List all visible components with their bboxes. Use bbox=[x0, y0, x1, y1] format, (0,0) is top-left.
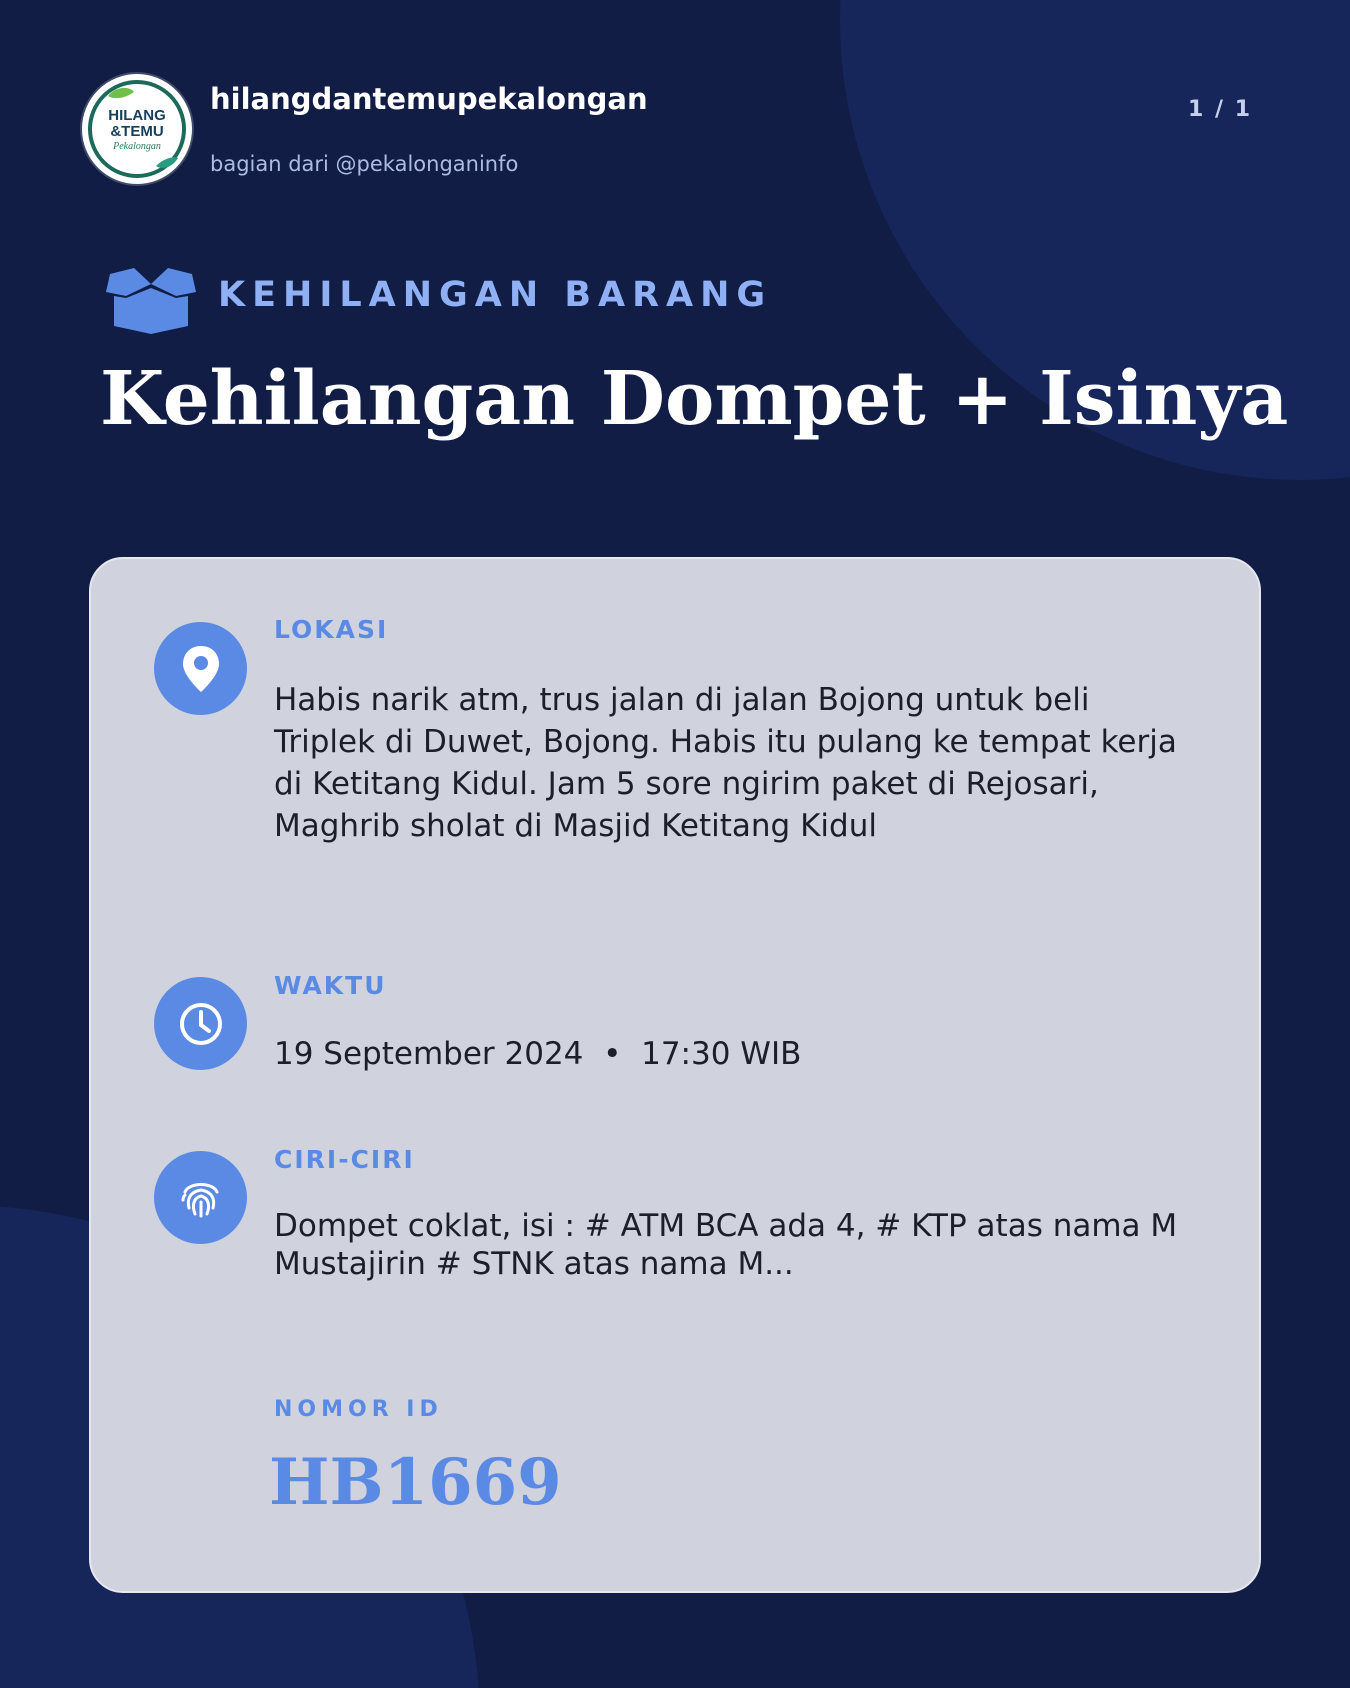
location-value: Habis narik atm, trus jalan di jalan Bojong untuk beli Triplek di Duwet, Bojong. Habis itu pulang ke tempat kerja di Ketitang Kidul. Jam 5 sore ngirim paket di Rejosari, Maghrib sholat di Masjid Ketitang Kidul bbox=[274, 682, 1177, 844]
account-subtitle: bagian dari @pekalonganinfo bbox=[210, 152, 519, 176]
id-value: HB1669 bbox=[269, 1445, 562, 1520]
id-label: NOMOR ID bbox=[274, 1397, 443, 1422]
fingerprint-icon bbox=[154, 1151, 247, 1244]
logo-text-line1: HILANG bbox=[108, 107, 166, 124]
page-counter: 1 / 1 bbox=[1188, 97, 1252, 122]
features-label: CIRI-CIRI bbox=[274, 1145, 415, 1174]
logo-text-line3: Pekalongan bbox=[113, 141, 161, 152]
logo-text-line2: &TEMU bbox=[110, 123, 164, 140]
category-label: KEHILANGAN BARANG bbox=[218, 275, 773, 315]
time-label: WAKTU bbox=[274, 971, 387, 1000]
info-card bbox=[89, 557, 1261, 1593]
features-value: Dompet coklat, isi : # ATM BCA ada 4, # KTP atas nama M Mustajirin # STNK atas nama M... bbox=[274, 1208, 1178, 1282]
page-title: Kehilangan Dompet + Isinya bbox=[100, 356, 1289, 442]
time-value: 19 September 2024 • 17:30 WIB bbox=[274, 1036, 802, 1072]
avatar[interactable] bbox=[82, 74, 192, 184]
account-name[interactable]: hilangdantemupekalongan bbox=[210, 82, 648, 116]
location-label: LOKASI bbox=[274, 615, 389, 644]
clock-icon bbox=[154, 977, 247, 1070]
box-icon bbox=[104, 266, 198, 336]
location-pin-icon bbox=[154, 622, 247, 715]
hilang-temu-logo bbox=[86, 78, 188, 180]
